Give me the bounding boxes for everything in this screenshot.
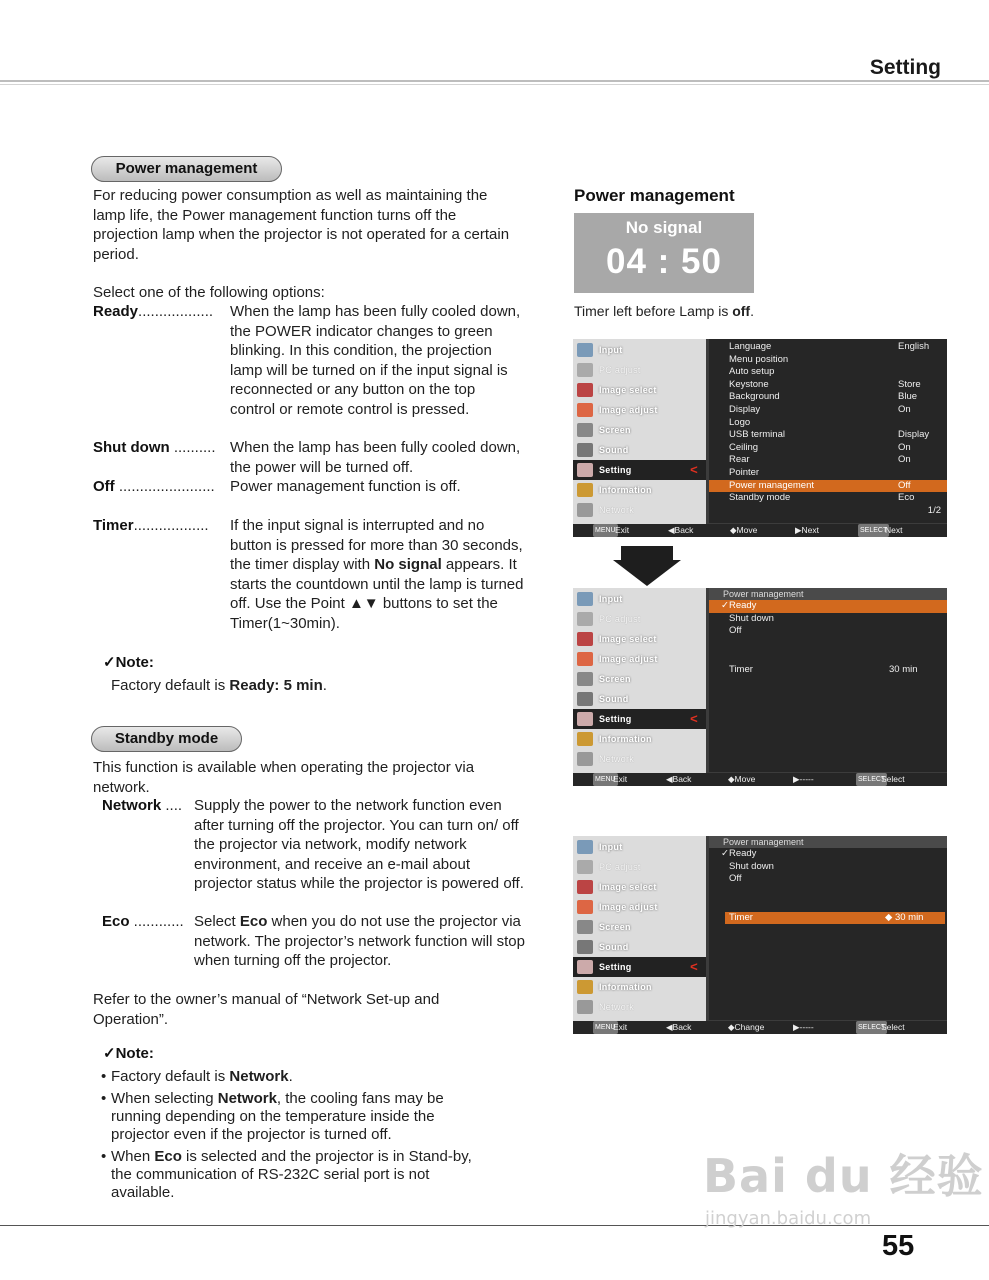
- image-adjust-icon: [577, 652, 593, 666]
- image-select-icon: [577, 632, 593, 646]
- note2-bullet: • Factory default is Network.: [101, 1068, 491, 1086]
- option-off-def: Power management function is off.: [230, 478, 461, 495]
- sidebar-item-pc-adjust[interactable]: PC adjust: [573, 609, 706, 629]
- watermark-logo: Bai du 经验: [703, 1149, 984, 1203]
- osd-power-management-menu: [573, 588, 947, 786]
- standby-mode-pill: Standby mode: [91, 726, 242, 752]
- information-icon: [577, 980, 593, 994]
- input-icon: [577, 840, 593, 854]
- guide-exit: Exit: [615, 525, 630, 535]
- sidebar-item-network[interactable]: Network: [573, 749, 706, 769]
- setting-icon: [577, 463, 593, 477]
- timer-row[interactable]: Timer 30 min: [729, 663, 918, 675]
- image-adjust-icon: [577, 403, 593, 417]
- watermark-url: jingyan.baidu.com: [705, 1208, 872, 1229]
- menu-row-standby-mode[interactable]: Standby mode Eco: [729, 492, 915, 504]
- right-pm-title: Power management: [574, 186, 735, 205]
- option-shut-down[interactable]: Shut down: [729, 612, 774, 624]
- sidebar-item-sound[interactable]: Sound: [573, 689, 706, 709]
- guide-change: ◆Change: [728, 1022, 765, 1032]
- guide-select: Select: [881, 1022, 905, 1032]
- pc-adjust-icon: [577, 860, 593, 874]
- standby-network-def: Supply the power to the network function even after turning off the projector. You can turn on/ off the projector via network, modify network environment, and receive an e-mail about projector status while the projector is powered off.: [194, 797, 524, 892]
- guide-exit: Exit: [613, 1022, 628, 1032]
- osd-power-list: [709, 588, 947, 772]
- setting-icon: [577, 712, 593, 726]
- option-off[interactable]: Off: [729, 625, 742, 637]
- osd-guide-bar: [573, 773, 947, 786]
- option-shutdown-def: When the lamp has been fully cooled down, the power will be turned off.: [230, 439, 521, 476]
- menu-row-ceiling[interactable]: Ceiling On: [729, 441, 911, 453]
- sidebar-item-image-adjust[interactable]: Image adjust: [573, 897, 706, 917]
- sidebar-item-information[interactable]: Information: [573, 977, 706, 997]
- sidebar-item-network[interactable]: Network: [573, 997, 706, 1017]
- image-adjust-icon: [577, 900, 593, 914]
- guide-next: ▶-----: [793, 1022, 814, 1032]
- select-key: SELECT: [856, 773, 887, 786]
- network-icon: [577, 503, 593, 517]
- selected-arrow-icon: <: [690, 462, 698, 477]
- setting-icon: [577, 960, 593, 974]
- guide-move: ◆Move: [730, 525, 758, 535]
- note2-heading: ✓Note:: [103, 1045, 154, 1062]
- sidebar-item-network[interactable]: Network: [573, 500, 706, 520]
- sidebar-item-pc-adjust[interactable]: PC adjust: [573, 360, 706, 380]
- sound-icon: [577, 443, 593, 457]
- option-ready-term: Ready..................: [93, 303, 214, 320]
- screen-icon: [577, 672, 593, 686]
- guide-back: ◀Back: [666, 774, 692, 784]
- menu-key: MENU: [593, 773, 618, 786]
- osd-sidebar: [573, 339, 706, 524]
- standby-eco-def: Select Eco when you do not use the projector via network. The projector’s network function will stop when turning off the projector.: [194, 913, 525, 969]
- menu-row-menu-position[interactable]: Menu position: [729, 353, 789, 365]
- option-ready[interactable]: ✓Ready: [721, 848, 757, 859]
- osd-sidebar: [573, 588, 706, 773]
- sound-icon: [577, 692, 593, 706]
- image-select-icon: [577, 383, 593, 397]
- guide-move: ◆Move: [728, 774, 756, 784]
- standby-eco-term: Eco ............: [102, 913, 184, 930]
- image-select-icon: [577, 880, 593, 894]
- selected-arrow-icon: <: [690, 711, 698, 726]
- pm-intro: For reducing power consumption as well as maintaining the lamp life, the Power management function turns off the projection lamp when the projector is not operated for a certain period.: [93, 187, 510, 263]
- sidebar-item-information[interactable]: Information: [573, 729, 706, 749]
- screen-icon: [577, 920, 593, 934]
- information-icon: [577, 732, 593, 746]
- guide-select: Next: [885, 525, 903, 535]
- sidebar-item-image-select[interactable]: Image select: [573, 877, 706, 897]
- sidebar-item-input[interactable]: Input: [573, 837, 706, 857]
- sidebar-item-setting[interactable]: Setting <: [573, 957, 706, 977]
- osd-guide-bar: [573, 1021, 947, 1034]
- sidebar-item-screen[interactable]: Screen: [573, 917, 706, 937]
- no-signal-display: [574, 213, 754, 293]
- menu-row-logo[interactable]: Logo: [729, 416, 751, 428]
- osd-setting-menu: [573, 339, 947, 537]
- menu-row-power-management[interactable]: Power management Off: [709, 480, 947, 493]
- select-key: SELECT: [856, 1021, 887, 1034]
- sidebar-item-setting[interactable]: Setting <: [573, 460, 706, 480]
- osd-power-list: [709, 836, 947, 1020]
- guide-back: ◀Back: [666, 1022, 692, 1032]
- guide-exit: Exit: [613, 774, 628, 784]
- guide-back: ◀Back: [668, 525, 694, 535]
- option-ready-def: When the lamp has been fully cooled down, the POWER indicator changes to green blinking. In this condition, the projection lamp will be turned on if the input signal is reconnected or any button on the top control or remote control is pressed.: [230, 303, 521, 418]
- sidebar-item-image-adjust[interactable]: Image adjust: [573, 649, 706, 669]
- sidebar-item-pc-adjust[interactable]: PC adjust: [573, 857, 706, 877]
- sidebar-item-setting[interactable]: Setting <: [573, 709, 706, 729]
- pm-select-text: Select one of the following options:: [93, 284, 325, 301]
- note2-bullet: • When selecting Network, the cooling fans may be running depending on the temperature inside the projector even if the projector is turned off.: [101, 1090, 491, 1144]
- menu-row-keystone[interactable]: Keystone Store: [729, 378, 921, 390]
- sidebar-item-image-select[interactable]: Image select: [573, 629, 706, 649]
- option-off-term: Off .......................: [93, 478, 215, 495]
- menu-page-indicator: 1/2: [927, 504, 941, 516]
- menu-key: MENU: [593, 524, 618, 537]
- no-signal-label: No signal: [625, 218, 703, 237]
- guide-next: ▶Next: [795, 525, 820, 535]
- osd-sidebar: [573, 836, 706, 1021]
- sidebar-item-screen[interactable]: Screen: [573, 420, 706, 440]
- osd-setting-list: [709, 339, 947, 523]
- sidebar-item-sound[interactable]: Sound: [573, 937, 706, 957]
- timer-def: If the input signal is interrupted and no button is pressed for more than 30 seconds, the timer display with No signal appears. It starts the countdown until the lamp is turned off. Use the Point ▲▼ buttons to set the Timer(1~30min).: [230, 517, 524, 632]
- screen-icon: [577, 423, 593, 437]
- note2-bullet: • When Eco is selected and the projector is in Stand-by, the communication of RS-232C serial port is not available.: [101, 1148, 491, 1202]
- note-factory-default: Factory default is Ready: 5 min.: [111, 677, 327, 694]
- menu-row-auto-setup[interactable]: Auto setup: [729, 366, 775, 378]
- standby-intro: This function is available when operating the projector via network.: [93, 759, 475, 796]
- menu-row-rear[interactable]: Rear On: [729, 454, 911, 466]
- standby-network-term: Network ....: [102, 797, 183, 814]
- pc-adjust-icon: [577, 612, 593, 626]
- submenu-title: Power management: [709, 588, 947, 600]
- input-icon: [577, 592, 593, 606]
- header-rule: [0, 80, 989, 82]
- timer-row[interactable]: Timer ◆ 30 min: [725, 912, 945, 925]
- osd-timer-adjust-menu: [573, 836, 947, 1034]
- timer-term: Timer..................: [93, 517, 209, 534]
- network-icon: [577, 1000, 593, 1014]
- timer-caption: Timer left before Lamp is off.: [574, 303, 754, 319]
- sound-icon: [577, 940, 593, 954]
- selected-arrow-icon: <: [690, 959, 698, 974]
- sidebar-item-input[interactable]: Input: [573, 589, 706, 609]
- sidebar-item-image-select[interactable]: Image select: [573, 380, 706, 400]
- sidebar-item-image-adjust[interactable]: Image adjust: [573, 400, 706, 420]
- menu-row-usb-terminal[interactable]: USB terminal Display: [729, 429, 930, 441]
- osd-guide-bar: [573, 524, 947, 537]
- input-icon: [577, 343, 593, 357]
- select-key: SELECT: [858, 524, 889, 537]
- menu-row-language[interactable]: Language English: [729, 341, 930, 352]
- page-title: Setting: [869, 56, 941, 79]
- sidebar-item-screen[interactable]: Screen: [573, 669, 706, 689]
- sidebar-item-information[interactable]: Information: [573, 480, 706, 500]
- option-ready[interactable]: ✓Ready: [709, 600, 947, 613]
- refer-text: Refer to the owner’s manual of “Network Set-up and Operation”.: [93, 991, 440, 1028]
- network-icon: [577, 752, 593, 766]
- countdown-timer: 04 : 50: [606, 242, 722, 281]
- guide-select: Select: [881, 774, 905, 784]
- header-rule-thin: [0, 84, 989, 85]
- sidebar-item-sound[interactable]: Sound: [573, 440, 706, 460]
- down-arrow-icon: [613, 546, 681, 586]
- page-number: 55: [882, 1230, 915, 1262]
- menu-row-display[interactable]: Display On: [729, 403, 911, 415]
- menu-row-background[interactable]: Background Blue: [729, 391, 918, 403]
- option-off[interactable]: Off: [729, 873, 742, 885]
- note-heading: ✓Note:: [103, 654, 154, 671]
- note2-list: [101, 1068, 491, 1206]
- submenu-title: Power management: [709, 836, 947, 848]
- sidebar-item-input[interactable]: Input: [573, 340, 706, 360]
- menu-row-pointer[interactable]: Pointer: [729, 466, 760, 478]
- power-management-pill: Power management: [91, 156, 282, 182]
- information-icon: [577, 483, 593, 497]
- option-shut-down[interactable]: Shut down: [729, 860, 774, 872]
- menu-key: MENU: [593, 1021, 618, 1034]
- guide-next: ▶-----: [793, 774, 814, 784]
- option-shutdown-term: Shut down ..........: [93, 439, 216, 456]
- pc-adjust-icon: [577, 363, 593, 377]
